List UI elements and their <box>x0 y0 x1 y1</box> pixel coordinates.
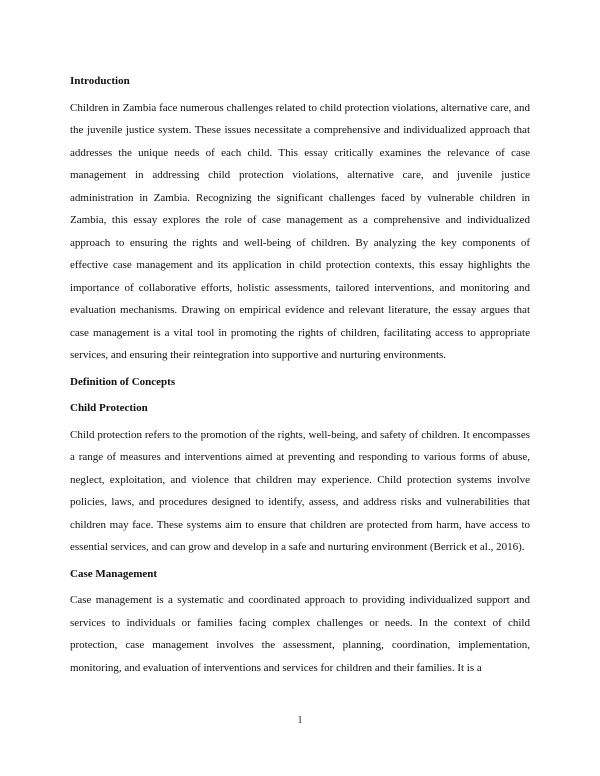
paragraph-child-protection: Child protection refers to the promotion of the rights, well-being, and safety of children. It encompasses a range of measures and interventions aimed at preventing and responding to various forms of abuse, neglect, exploitation, and violence that children may experience. Child protection systems involve policies, laws, and procedures designed to identify, assess, and address risks and vulnerabilities that children may face. These systems aim to ensure that children are protected from harm, have access to essential services, and can grow and develop in a safe and nurturing environment (Berrick et al., 2016). <box>70 428 530 553</box>
heading-definition-of-concepts: Definition of Concepts <box>70 375 176 388</box>
heading-introduction: Introduction <box>70 75 130 87</box>
paragraph-introduction: Children in Zambia face numerous challenges related to child protection violations, alternative care, and the juvenile justice system. These issues necessitate a comprehensive and individualized approach that addresses the unique needs of each child. This essay critically examines the relevance of case management in addressing child protection violations, alternative care, and juvenile justice administration in Zambia. Recognizing the significant challenges faced by vulnerable children in Zambia, this essay explores the role of case management as a comprehensive and individualized approach to ensuring the rights and well-being of children. By analyzing the key components of effective case management and its application in child protection contexts, this essay highlights the importance of collaborative efforts, holistic assessments, tailored interventions, and monitoring and evaluation mechanisms. Drawing on empirical evidence and relevant literature, the essay argues that case management is a vital tool in promoting the rights of children, facilitating access to appropriate services, and ensuring their reintegration into supportive and nurturing environments. <box>70 101 530 361</box>
paragraph-case-management: Case management is a systematic and coordinated approach to providing individualized support and services to individuals or families facing complex challenges or needs. In the context of child protection, case management involves the assessment, planning, coordination, implementation, monitoring, and evaluation of interventions and services for children and their families. It is a <box>70 594 530 674</box>
page-body <box>70 70 530 679</box>
page-number: 1 <box>297 715 303 726</box>
heading-case-management: Case Management <box>70 567 158 580</box>
heading-child-protection: Child Protection <box>70 402 148 414</box>
